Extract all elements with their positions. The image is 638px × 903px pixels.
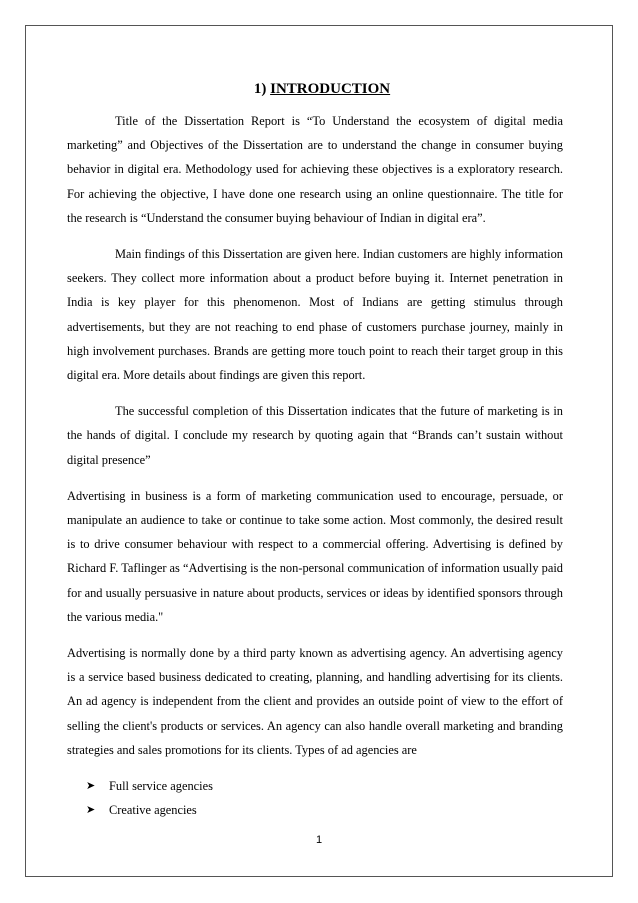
paragraph-advertising-agency: Advertising is normally done by a third party known as advertising agency. An advertising agency is a service based business dedicated to creating, planning, and handling advertising for its clients. An ad agency is independent from the client and provides an outside point of view to the effort of selling the client's products or services. An agency can also handle overall marketing and branding strategies and sales promotions for its clients. Types of ad agencies are [67,646,563,757]
page-number: 1 [315,834,323,846]
paragraph-main-findings: Main findings of this Dissertation are given here. Indian customers are highly information seekers. They collect more information about a product before buying it. Internet penetration in India is key player for this phenomenon. Most of Indians are getting stimulus through advertisements, but they are not reaching to end phase of customers purchase journey, mainly in high involvement purchases. Brands are getting more touch point to reach their target group in this digital era. More details about findings are given this report. [67,247,563,383]
document-body [67,78,563,822]
section-heading [67,78,563,100]
arrowhead-bullet-icon: ➤ [86,779,96,793]
list-item [83,774,563,798]
arrowhead-bullet-icon: ➤ [86,803,96,817]
list-item-label: Full service agencies [109,779,213,794]
section-title: INTRODUCTION [270,81,391,97]
section-number: 1) [253,81,267,97]
list-item [83,798,563,822]
agency-types-list [67,774,563,822]
list-item-label: Creative agencies [109,803,197,818]
paragraph-conclusion: The successful completion of this Dissertation indicates that the future of marketing is in the hands of digital. I conclude my research by quoting again that “Brands can’t sustain without digital presence” [67,404,563,467]
paragraph-dissertation-title: Title of the Dissertation Report is “To Understand the ecosystem of digital media marketing” and Objectives of the Dissertation are to understand the change in consumer buying behavior in digital era. Methodology used for achieving these objectives is a exploratory research. For achieving the objective, I have done one research using an online questionnaire. The title for the research is “Understand the consumer buying behaviour of Indian in digital era”. [67,114,563,225]
paragraph-advertising-definition: Advertising in business is a form of marketing communication used to encourage, persuade, or manipulate an audience to take or continue to take some action. Most commonly, the desired result is to drive consumer behaviour with respect to a commercial offering. Advertising is defined by Richard F. Taflinger as “Advertising is the non-personal communication of information usually paid for and usually persuasive in nature about products, services or ideas by identified sponsors through the various media." [67,488,563,624]
